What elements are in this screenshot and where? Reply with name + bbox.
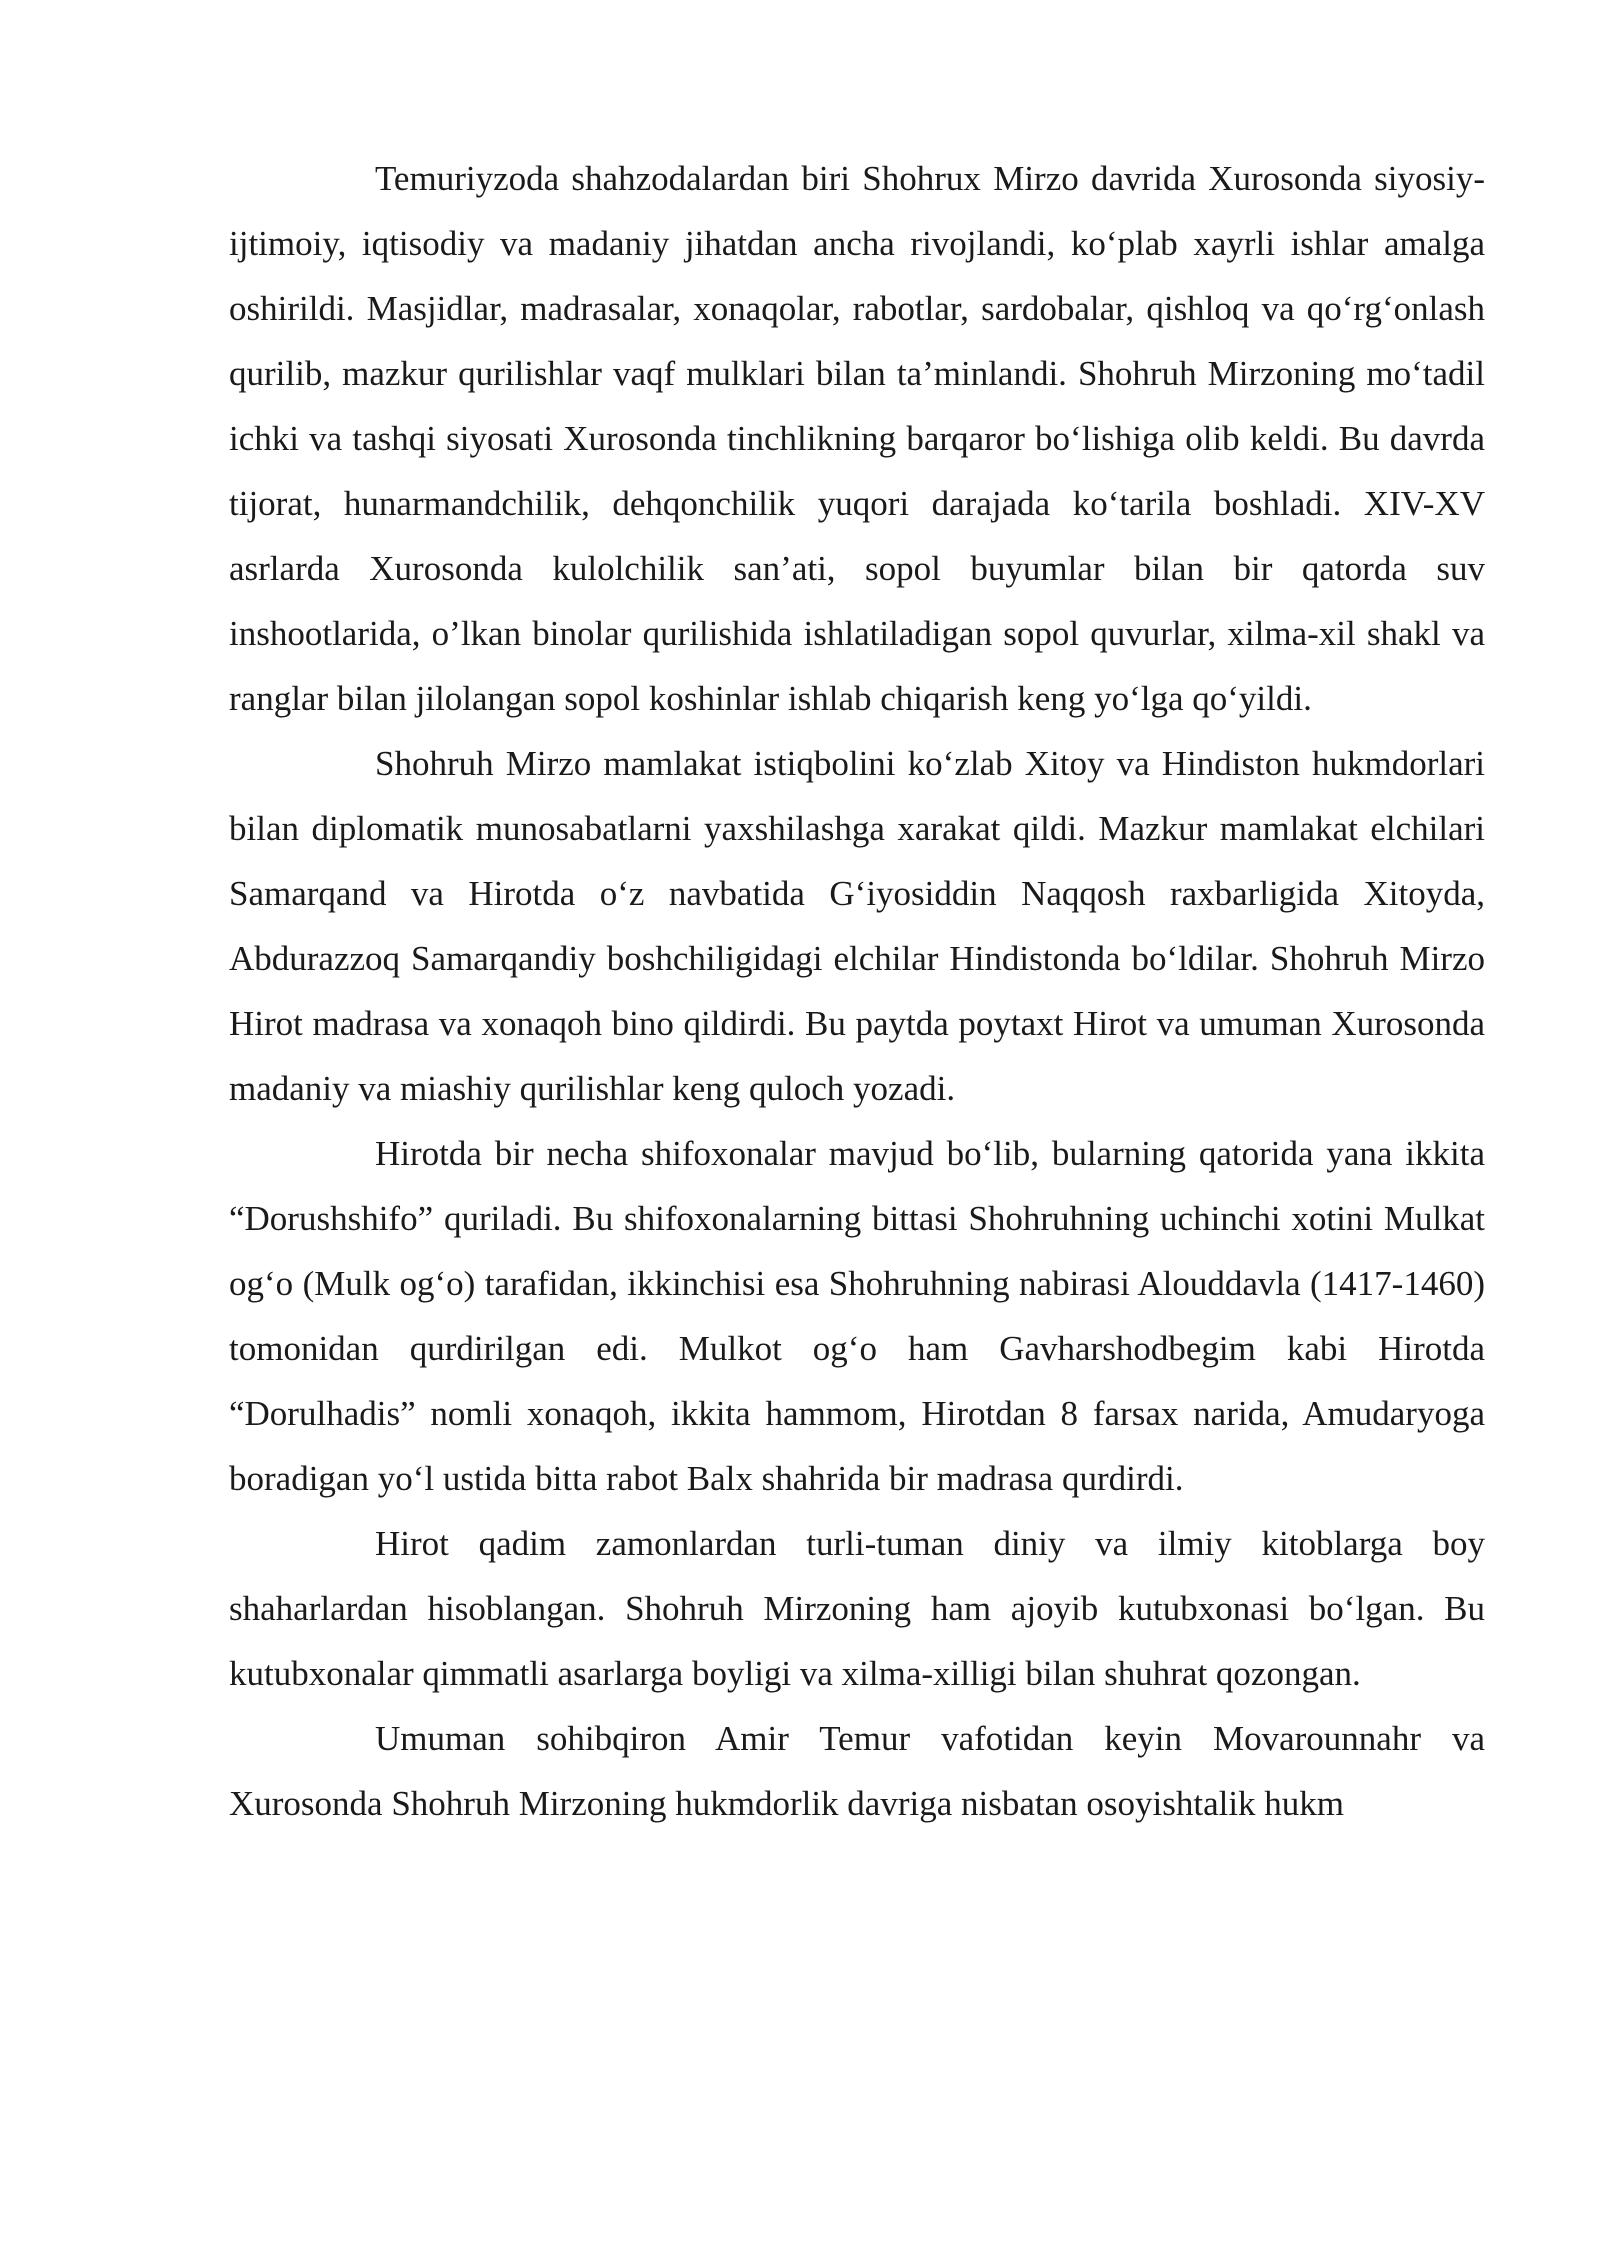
paragraph-libraries: Hirot qadim zamonlardan turli-tuman diniy va ilmiy kitoblarga boy shaharlardan hisoblangan. Shohruh Mirzoning ham ajoyib kutubxonasi bo‘lgan. Bu kutubxonalar qimmatli asarlarga boyligi va xilma-xilligi bilan shuhrat qozongan.: [229, 1524, 1485, 1693]
document-page: [229, 146, 1485, 1836]
paragraph-hospitals: Hirotda bir necha shifoxonalar mavjud bo‘lib, bularning qatorida yana ikkita “Dorushshifo” quriladi. Bu shifoxonalarning bittasi Shohruhning uchinchi xotini Mulkat og‘o (Mulk og‘o) tarafidan, ikkinchisi esa Shohruhning nabirasi Alouddavla (1417-1460) tomonidan qurdirilgan edi. Mulkot og‘o ham Gavharshodbegim kabi Hirotda “Dorulhadis” nomli xonaqoh, ikkita hammom, Hirotdan 8 farsax narida, Amudaryoga boradigan yo‘l ustida bitta rabot Balx shahrida bir madrasa qurdirdi.: [229, 1134, 1485, 1498]
paragraph-diplomacy: Shohruh Mirzo mamlakat istiqbolini ko‘zlab Xitoy va Hindiston hukmdorlari bilan diplomatik munosabatlarni yaxshilashga xarakat qildi. Mazkur mamlakat elchilari Samarqand va Hirotda o‘z navbatida G‘iyosiddin Naqqosh raxbarligida Xitoyda, Abdurazzoq Samarqandiy boshchiligidagi elchilar Hindistonda bo‘ldilar. Shohruh Mirzo Hirot madrasa va xonaqoh bino qildirdi. Bu paytda poytaxt Hirot va umuman Xurosonda madaniy va miashiy qurilishlar keng quloch yozadi.: [229, 744, 1485, 1108]
paragraph-conclusion: Umuman sohibqiron Amir Temur vafotidan keyin Movarounnahr va Xurosonda Shohruh Mirzoning hukmdorlik davriga nisbatan osoyishtalik hukm: [229, 1719, 1485, 1823]
paragraph-shohrux-xuroson: Temuriyzoda shahzodalardan biri Shohrux Mirzo davrida Xurosonda siyosiy-ijtimoiy, iqtisodiy va madaniy jihatdan ancha rivojlandi, ko‘plab xayrli ishlar amalga oshirildi. Masjidlar, madrasalar, xonaqolar, rabotlar, sardobalar, qishloq va qo‘rg‘onlash qurilib, mazkur qurilishlar vaqf mulklari bilan ta’minlandi. Shohruh Mirzoning mo‘tadil ichki va tashqi siyosati Xurosonda tinchlikning barqaror bo‘lishiga olib keldi. Bu davrda tijorat, hunarmandchilik, dehqonchilik yuqori darajada ko‘tarila boshladi. XIV-XV asrlarda Xurosonda kulolchilik san’ati, sopol buyumlar bilan bir qatorda suv inshootlarida, o’lkan binolar qurilishida ishlatiladigan sopol quvurlar, xilma-xil shakl va ranglar bilan jilolangan sopol koshinlar ishlab chiqarish keng yo‘lga qo‘yildi.: [229, 159, 1485, 718]
